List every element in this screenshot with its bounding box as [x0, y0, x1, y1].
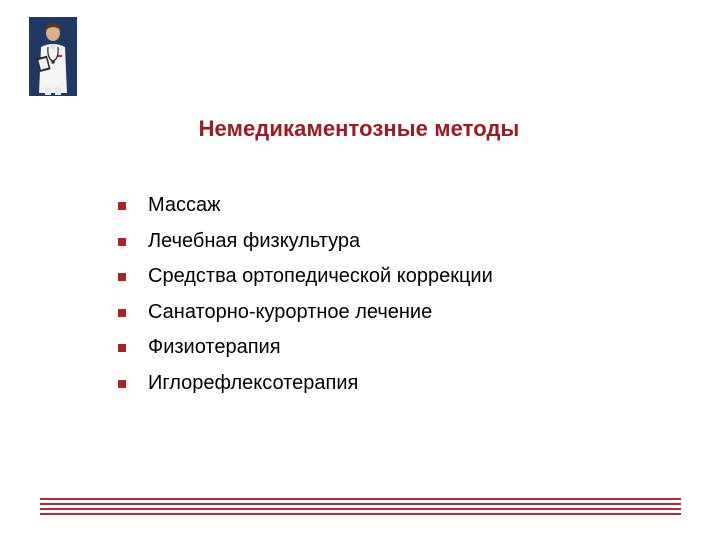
footer-line — [40, 503, 681, 505]
footer-line — [40, 513, 681, 515]
list-item-text: Физиотерапия — [148, 336, 281, 358]
list-item — [118, 335, 493, 371]
list-item-text: Массаж — [148, 194, 221, 216]
bullet-icon — [118, 202, 126, 210]
slide-title — [0, 116, 720, 142]
footer-divider — [40, 498, 681, 516]
bullet-icon — [118, 309, 126, 317]
slide-title-text: Немедикаментозные методы — [198, 116, 520, 141]
bullet-icon — [118, 380, 126, 388]
bullet-icon — [118, 238, 126, 246]
bullet-icon — [118, 273, 126, 281]
list-item — [118, 300, 493, 336]
list-item — [118, 229, 493, 265]
list-item — [118, 371, 493, 407]
list-item — [118, 264, 493, 300]
footer-line — [40, 498, 681, 500]
bullet-icon — [118, 344, 126, 352]
list-item — [118, 193, 493, 229]
list-item-text: Лечебная физкультура — [148, 229, 361, 252]
footer-line — [40, 508, 681, 510]
list-item-text: Иглорефлексотерапия — [148, 371, 359, 394]
doctor-logo-icon — [29, 17, 77, 96]
list-item-text: Санаторно-курортное лечение — [148, 300, 433, 323]
list-item-text: Средства ортопедической коррекции — [148, 265, 493, 287]
method-list — [118, 193, 493, 406]
